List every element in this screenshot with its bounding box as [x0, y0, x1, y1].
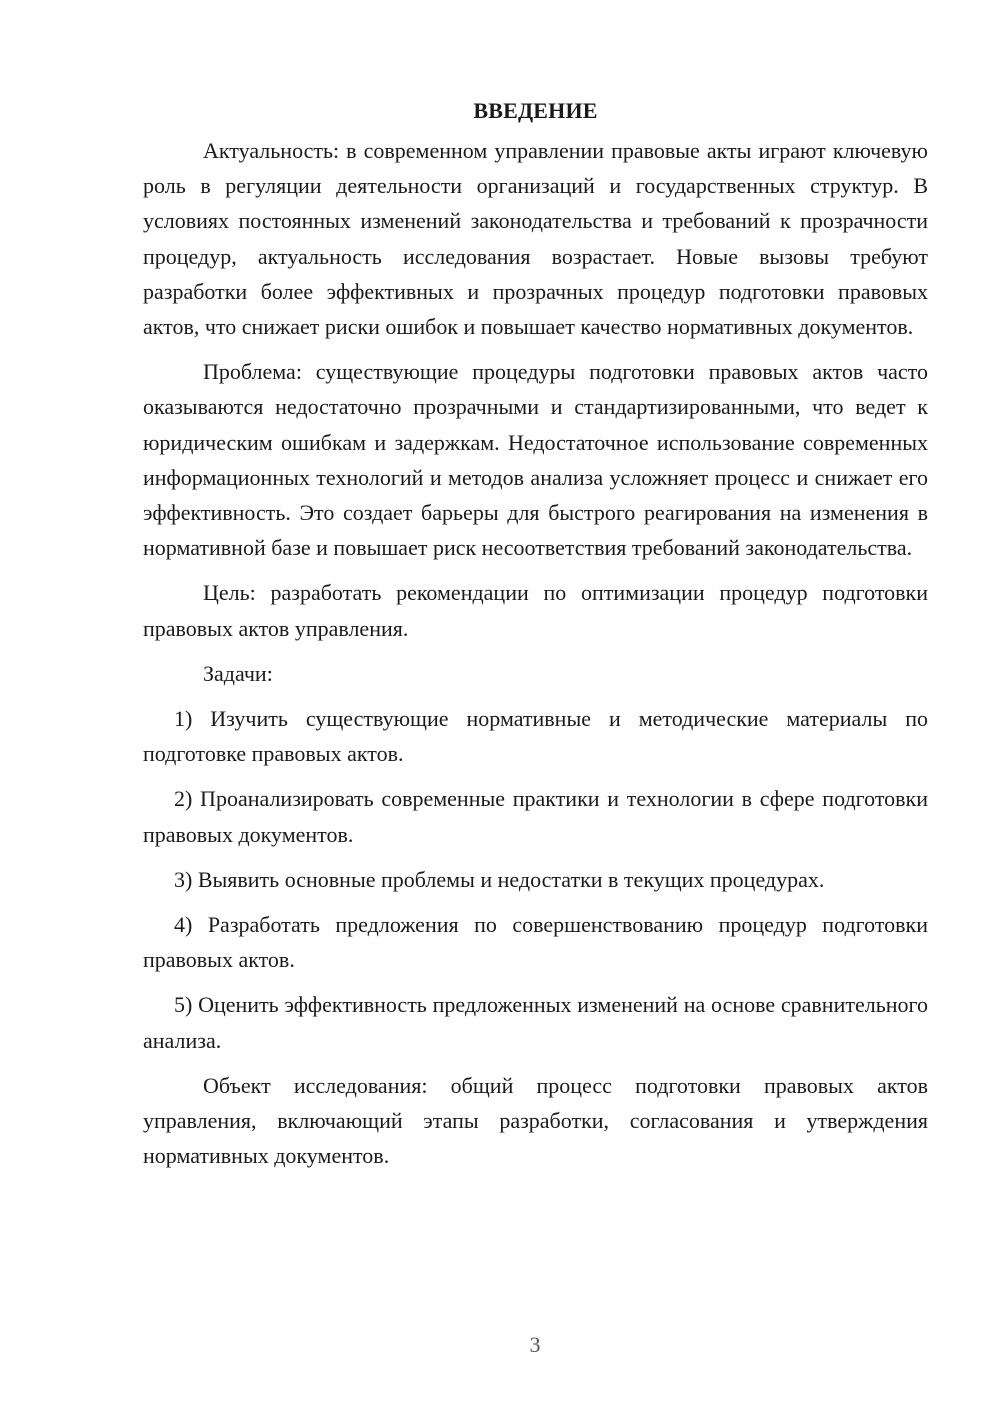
paragraph-goal: Цель: разработать рекомендации по оптимизации процедур подготовки правовых актов управления. — [143, 580, 928, 641]
task-item-1: 1) Изучить существующие нормативные и методические материалы по подготовке правовых актов. — [143, 706, 928, 767]
page-number: 3 — [529, 1332, 541, 1357]
document-page — [143, 93, 928, 1183]
task-item-3: 3) Выявить основные проблемы и недостатки в текущих процедурах. — [174, 866, 825, 892]
paragraph-tasks-heading: Задачи: — [203, 660, 273, 686]
section-title: ВВЕДЕНИЕ — [473, 98, 598, 123]
task-item-2: 2) Проанализировать современные практики и технологии в сфере подготовки правовых документов. — [143, 786, 928, 847]
paragraph-object: Объект исследования: общий процесс подготовки правовых актов управления, включающий этапы разработки, согласования и утверждения нормативных документов. — [143, 1072, 928, 1169]
task-item-5: 5) Оценить эффективность предложенных изменений на основе сравнительного анализа. — [143, 992, 928, 1053]
paragraph-relevance: Актуальность: в современном управлении правовые акты играют ключевую роль в регуляции деятельности организаций и государственных структур. В условиях постоянных изменений законодательства и требований к прозрачности процедур, актуальность исследования возрастает. Новые вызовы требуют разработки более эффективных и прозрачных процедур подготовки правовых актов, что снижает риски ошибок и повышает качество нормативных документов. — [143, 138, 928, 340]
task-item-4: 4) Разработать предложения по совершенствованию процедур подготовки правовых актов. — [143, 912, 928, 973]
paragraph-problem: Проблема: существующие процедуры подготовки правовых актов часто оказываются недостаточно прозрачными и стандартизированными, что ведет к юридическим ошибкам и задержкам. Недостаточное использование современных информационных технологий и методов анализа усложняет процесс и снижает его эффективность. Это создает барьеры для быстрого реагирования на изменения в нормативной базе и повышает риск несоответствия требований законодательства. — [143, 359, 928, 561]
